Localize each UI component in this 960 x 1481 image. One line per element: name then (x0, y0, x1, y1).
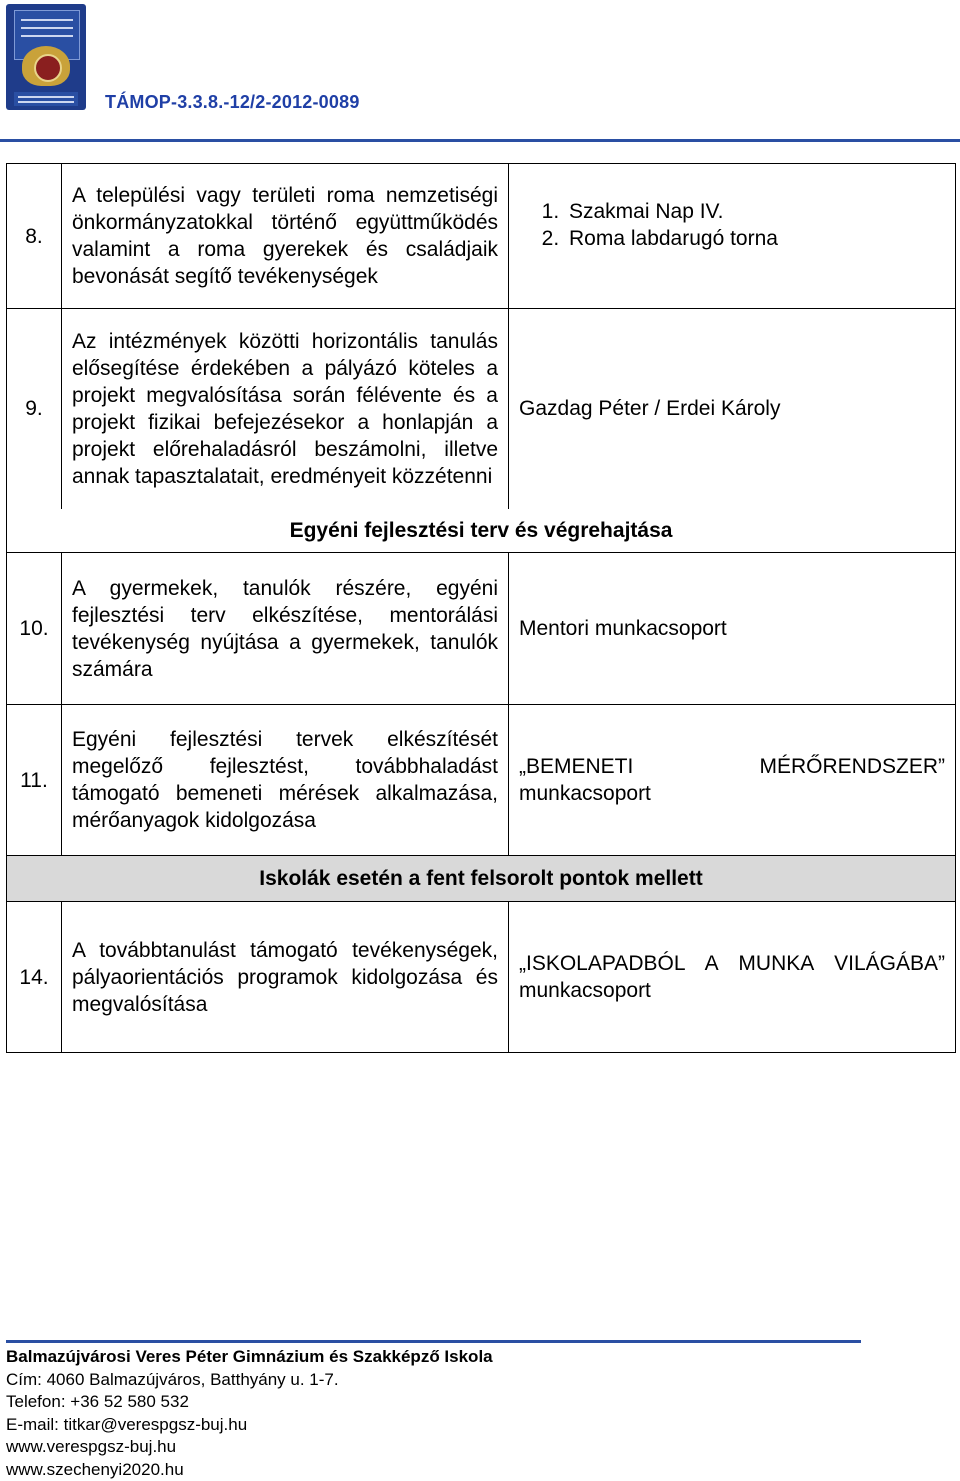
logo-band (14, 92, 78, 106)
table-row (7, 309, 956, 509)
row-number: 9. (7, 309, 62, 509)
responsible-cell: Gazdag Péter / Erdei Károly (509, 309, 956, 509)
website-link[interactable]: www.szechenyi2020.hu (6, 1459, 184, 1479)
responsible-cell (509, 164, 956, 309)
project-code: TÁMOP-3.3.8.-12/2-2012-0089 (105, 92, 360, 112)
activity-description: Az intézmények közötti horizontális tanulás elősegítése érdekében a pályázó köteles a projekt megvalósítása során félévente és a projekt fizikai befejezésekor a honlapján a projekt előrehaladásról beszámolni, illetve annak tapasztalatait, eredményeit közzétenni (62, 309, 509, 509)
responsible-cell: „BEMENETI MÉRŐRENDSZER” munkacsoport (509, 705, 956, 856)
school-logo (6, 4, 86, 110)
activity-description: Egyéni fejlesztési tervek elkészítését megelőző fejlesztést, továbbhaladást támogató bemeneti mérések alkalmazása, mérőanyagok kidolgozása (62, 705, 509, 856)
section-heading: Egyéni fejlesztési terv és végrehajtása (7, 509, 956, 553)
responsible-cell: „ISKOLAPADBÓL A MUNKA VILÁGÁBA” munkacsoport (509, 902, 956, 1053)
activity-description: A települési vagy területi roma nemzetiségi önkormányzatokkal történő együttműködés valamint a roma gyerekek és családjaik bevonását segítő tevékenységek (62, 164, 509, 309)
address: Cím: 4060 Balmazújváros, Batthyány u. 1-7. (6, 1369, 339, 1389)
event-list (519, 198, 945, 252)
row-number: 11. (7, 705, 62, 856)
footer-divider (6, 1340, 861, 1343)
table-row (7, 164, 956, 309)
row-number: 10. (7, 553, 62, 705)
row-number: 8. (7, 164, 62, 309)
row-number: 14. (7, 902, 62, 1053)
responsible-cell: Mentori munkacsoport (509, 553, 956, 705)
email: E-mail: titkar@verespgsz-buj.hu (6, 1414, 248, 1434)
list-item: 2. Roma labdarugó torna (565, 225, 945, 252)
phone: Telefon: +36 52 580 532 (6, 1392, 189, 1411)
logo-emblem-icon (22, 46, 70, 86)
header-divider (0, 139, 960, 142)
footer (6, 1346, 493, 1481)
activity-description: A továbbtanulást támogató tevékenységek, pályaorientációs programok kidolgozása és megvalósítása (62, 902, 509, 1053)
section-heading: Iskolák esetén a fent felsorolt pontok mellett (7, 856, 956, 902)
table-row (7, 553, 956, 705)
table-row (7, 705, 956, 856)
table-row (7, 902, 956, 1053)
activity-description: A gyermekek, tanulók részére, egyéni fejlesztési terv elkészítése, mentorálási tevékenység nyújtása a gyermekek, tanulók számára (62, 553, 509, 705)
list-item: 1. Szakmai Nap IV. (565, 198, 945, 225)
school-name: Balmazújvárosi Veres Péter Gimnázium és Szakképző Iskola (6, 1347, 493, 1366)
website-link[interactable]: www.verespgsz-buj.hu (6, 1437, 177, 1456)
activity-table (6, 163, 956, 1053)
section-row (7, 856, 956, 902)
section-row (7, 509, 956, 553)
